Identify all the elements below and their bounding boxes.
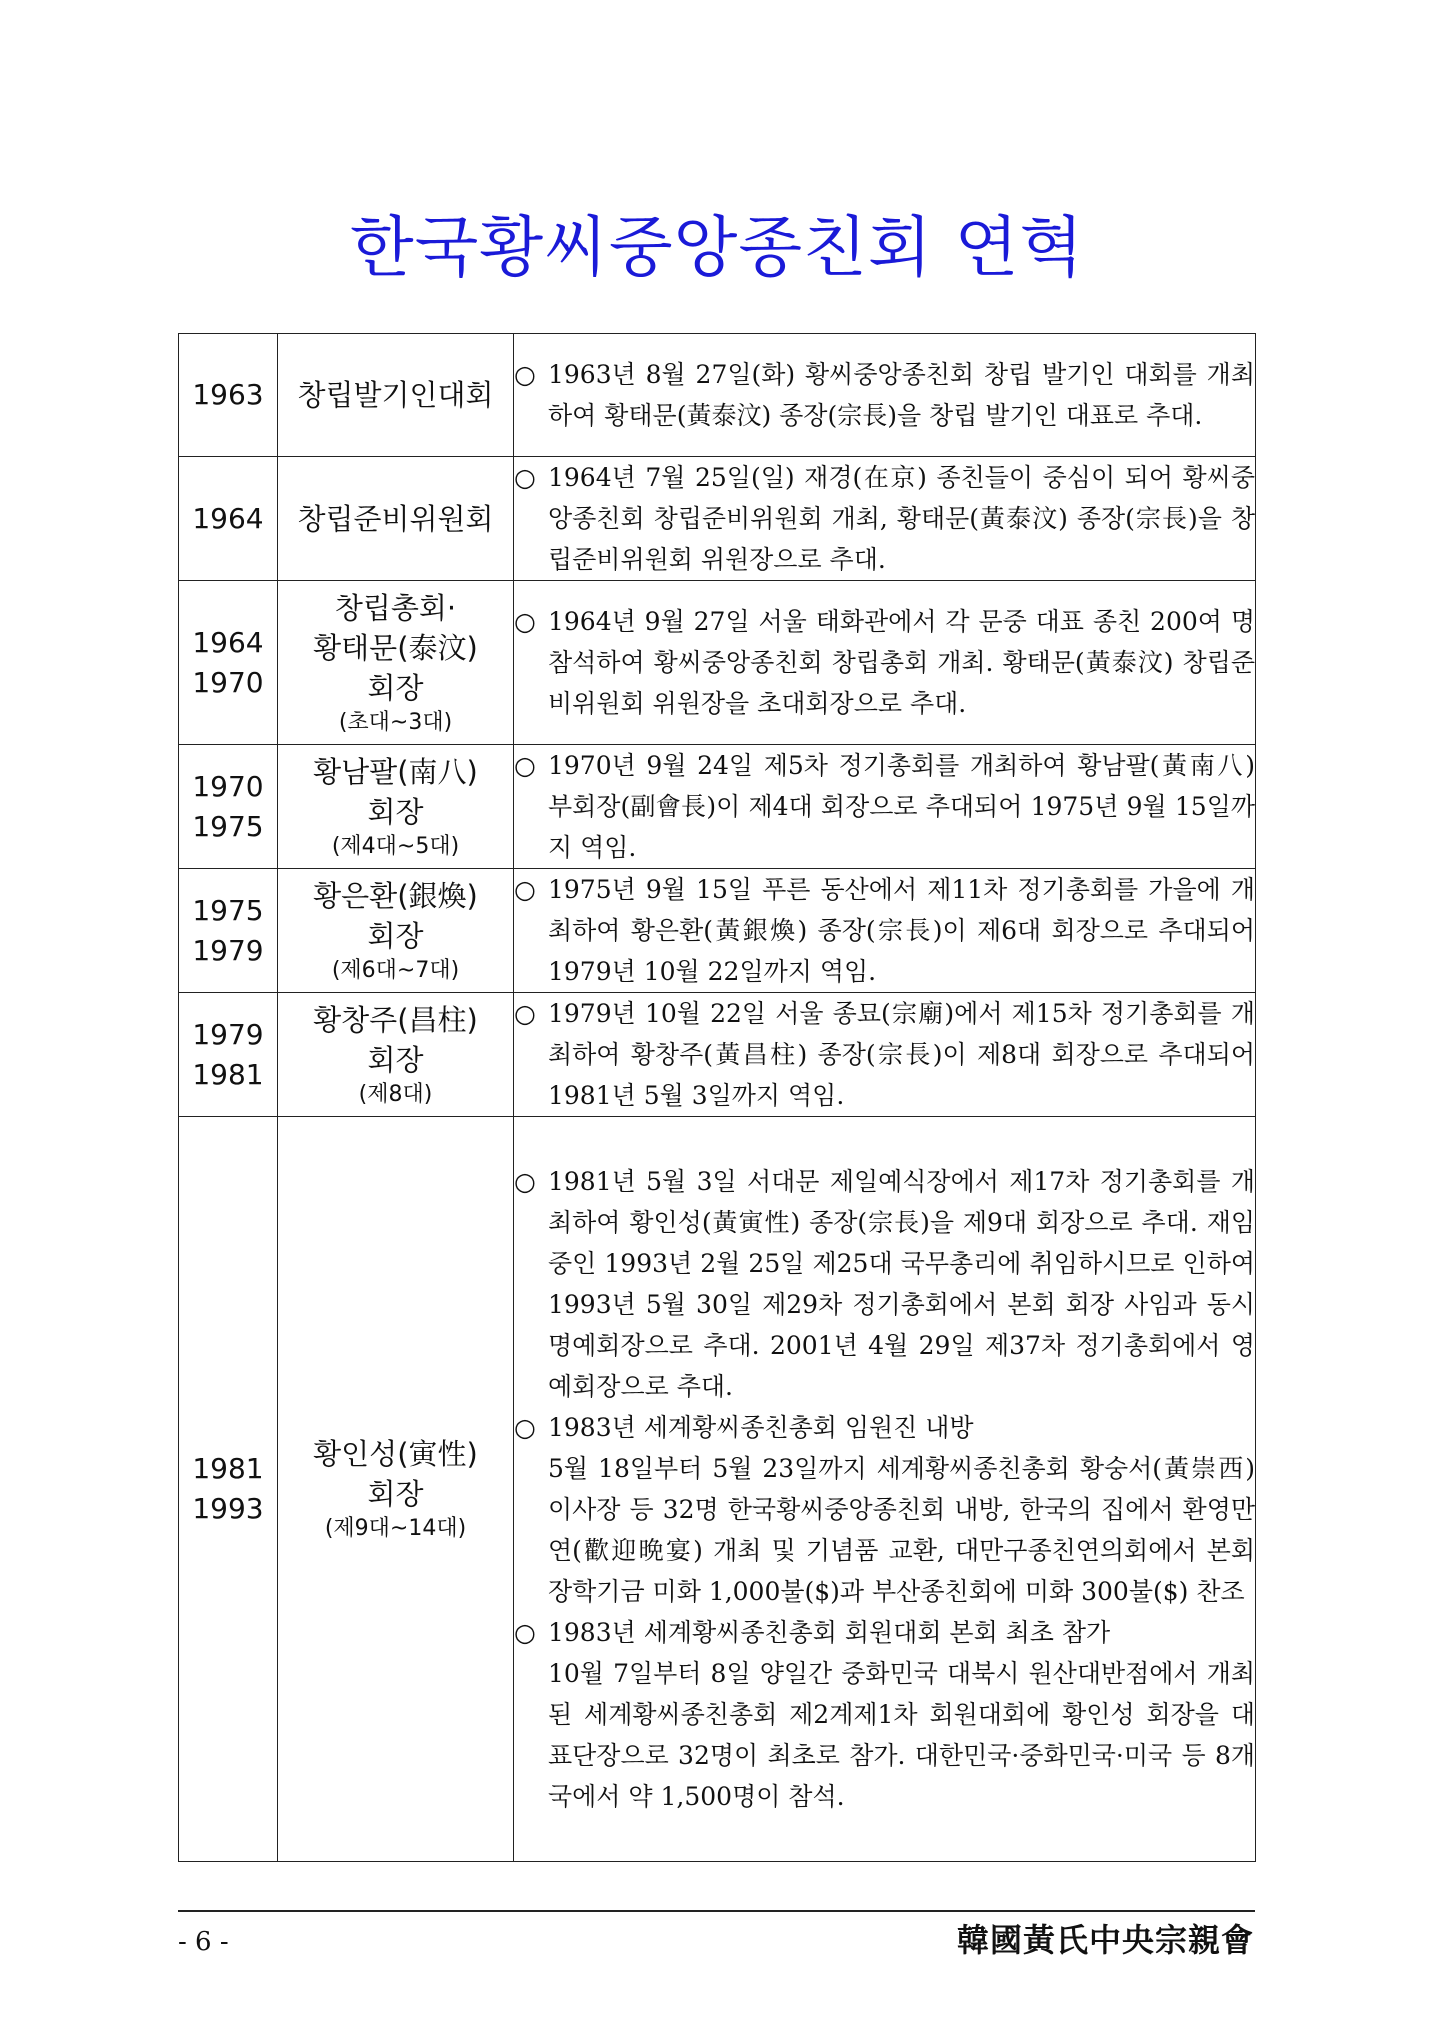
year-cell [179,1117,278,1862]
page-title: 한국황씨중앙종친회 연혁 [349,209,1085,286]
history-item-text: 1964년 7월 25일(일) 재경(在京) 종친들이 중심이 되어 황씨중앙종친회 창립준비위원회 개최, 황태문(黃泰汶) 종장(宗長)을 창립준비위원회 위원장으로 추대. [548,463,1255,574]
term-label: (제4대~5대) [331,833,460,859]
description-cell [514,869,1256,993]
term-label: (제8대) [358,1081,433,1107]
year-cell [179,334,278,457]
history-item [514,1612,1255,1817]
year-start: 1975 [192,893,264,927]
year-end: 1970 [192,665,264,699]
event-name-line: 창립준비위원회 [297,501,494,536]
history-item [514,1407,1255,1612]
year-end: 1975 [192,809,264,843]
table-row [179,457,1256,581]
event-name-line: 황은환(銀煥) [313,878,478,913]
history-item-text: 1970년 9월 24일 제5차 정기총회를 개최하여 황남팔(黃南八) 부회장(副會長)이 제4대 회장으로 추대되어 1975년 9월 15일까지 역임. [548,751,1255,862]
table-row [179,581,1256,745]
circle-bullet-icon: ○ [514,751,536,780]
event-name-line: 회장 [367,794,424,829]
circle-bullet-icon: ○ [514,1618,536,1647]
event-name-line: 황인성(寅性) [313,1437,478,1471]
year-end: 1979 [192,933,264,967]
history-table-body [179,334,1256,1862]
history-item [514,1161,1255,1407]
table-row [179,745,1256,869]
circle-bullet-icon: ○ [514,875,536,904]
circle-bullet-icon: ○ [514,607,536,636]
footer-divider [178,1910,1255,1912]
year-cell [179,869,278,993]
event-name-line: 회장 [367,918,424,953]
table-row [179,1117,1256,1862]
year-cell [179,745,278,869]
history-item-text: 1964년 9월 27일 서울 태화관에서 각 문중 대표 종친 200여 명 참석하여 황씨중앙종친회 창립총회 개최. 황태문(黃泰汶) 창립준비위원회 위원장을 초대회장으로 추대. [548,607,1255,718]
year-start: 1970 [192,769,264,803]
history-table [178,333,1256,1862]
description-cell [514,1117,1256,1862]
event-name-cell [278,869,514,993]
event-name-line: 창립발기인대회 [297,378,494,412]
event-name-line: 회장 [367,1477,424,1511]
circle-bullet-icon: ○ [514,360,536,389]
history-item [514,745,1255,868]
history-item [514,601,1255,724]
history-item [514,993,1255,1116]
table-row [179,334,1256,457]
year-cell [179,993,278,1117]
organization-name: 韓國黃氏中央宗親會 [956,1921,1254,1959]
description-cell [514,745,1256,869]
table-row [179,993,1256,1117]
circle-bullet-icon: ○ [514,999,536,1028]
event-name-line: 황창주(昌柱) [313,1002,478,1037]
year-start: 1981 [192,1452,264,1485]
term-label: (제6대~7대) [331,957,460,983]
event-name-cell [278,457,514,581]
description-cell [514,993,1256,1117]
event-name-line: 황태문(泰汶) [313,630,478,665]
page-number: - 6 - [178,1927,229,1957]
description-cell [514,334,1256,457]
year-cell [179,581,278,745]
history-item [514,354,1255,436]
description-cell [514,581,1256,745]
event-name-cell [278,334,514,457]
year-start: 1964 [192,501,264,535]
event-name-line: 창립총회· [334,590,457,625]
year-start: 1963 [192,378,264,411]
table-row [179,869,1256,993]
event-name-cell [278,581,514,745]
year-end: 1993 [192,1492,264,1525]
history-item-text: 1963년 8월 27일(화) 황씨중앙종친회 창립 발기인 대회를 개최하여 황태문(黃泰汶) 종장(宗長)을 창립 발기인 대표로 추대. [548,360,1255,430]
history-item-text: 1975년 9월 15일 푸른 동산에서 제11차 정기총회를 가을에 개최하여 황은환(黃銀煥) 종장(宗長)이 제6대 회장으로 추대되어 1979년 10월 22일까지 역임. [548,875,1255,986]
year-start: 1979 [192,1017,264,1051]
history-item [514,457,1255,580]
description-cell [514,457,1256,581]
history-item-text: 1979년 10월 22일 서울 종묘(宗廟)에서 제15차 정기총회를 개최하여 황창주(黃昌柱) 종장(宗長)이 제8대 회장으로 추대되어 1981년 5월 3일까지 역임. [548,999,1255,1110]
term-label: (제9대~14대) [324,1516,467,1541]
event-name-line: 회장 [367,1042,424,1077]
event-name-line: 황남팔(南八) [313,754,478,789]
year-end: 1981 [192,1057,264,1091]
circle-bullet-icon: ○ [514,1413,536,1442]
year-cell [179,457,278,581]
history-item-text: 1983년 세계황씨종친총회 임원진 내방 5월 18일부터 5월 23일까지 세계황씨종친총회 황숭서(黃崇西) 이사장 등 32명 한국황씨중앙종친회 내방, 한국의 집에서 환영만연(歡迎晩宴) 개최 및 기념품 교환, 대만구종친연의회에서 본회 장학기금 미화 1,000불($)과 부산종친회에 미화 300불($) 찬조 [548,1413,1255,1606]
circle-bullet-icon: ○ [514,1167,536,1196]
event-name-cell [278,745,514,869]
event-name-line: 회장 [367,670,424,705]
history-item [514,869,1255,992]
year-start: 1964 [192,625,264,659]
event-name-cell [278,993,514,1117]
event-name-cell [278,1117,514,1862]
history-item-text: 1981년 5월 3일 서대문 제일예식장에서 제17차 정기총회를 개최하여 황인성(黃寅性) 종장(宗長)을 제9대 회장으로 추대. 재임 중인 1993년 2월 25일 제25대 국무총리에 취임하시므로 인하여 1993년 5월 30일 제29차 정기총회에서 본회 회장 사임과 동시 명예회장으로 추대. 2001년 4월 29일 제37차 정기총회에서 영예회장으로 추대. [548,1167,1255,1401]
history-item-text: 1983년 세계황씨종친총회 회원대회 본회 최초 참가 10월 7일부터 8일 양일간 중화민국 대북시 원산대반점에서 개최된 세계황씨종친총회 제2계제1차 회원대회에 황인성 회장을 대표단장으로 32명이 최초로 참가. 대한민국·중화민국·미국 등 8개국에서 약 1,500명이 참석. [548,1618,1255,1811]
circle-bullet-icon: ○ [514,463,536,492]
term-label: (초대~3대) [338,709,453,735]
